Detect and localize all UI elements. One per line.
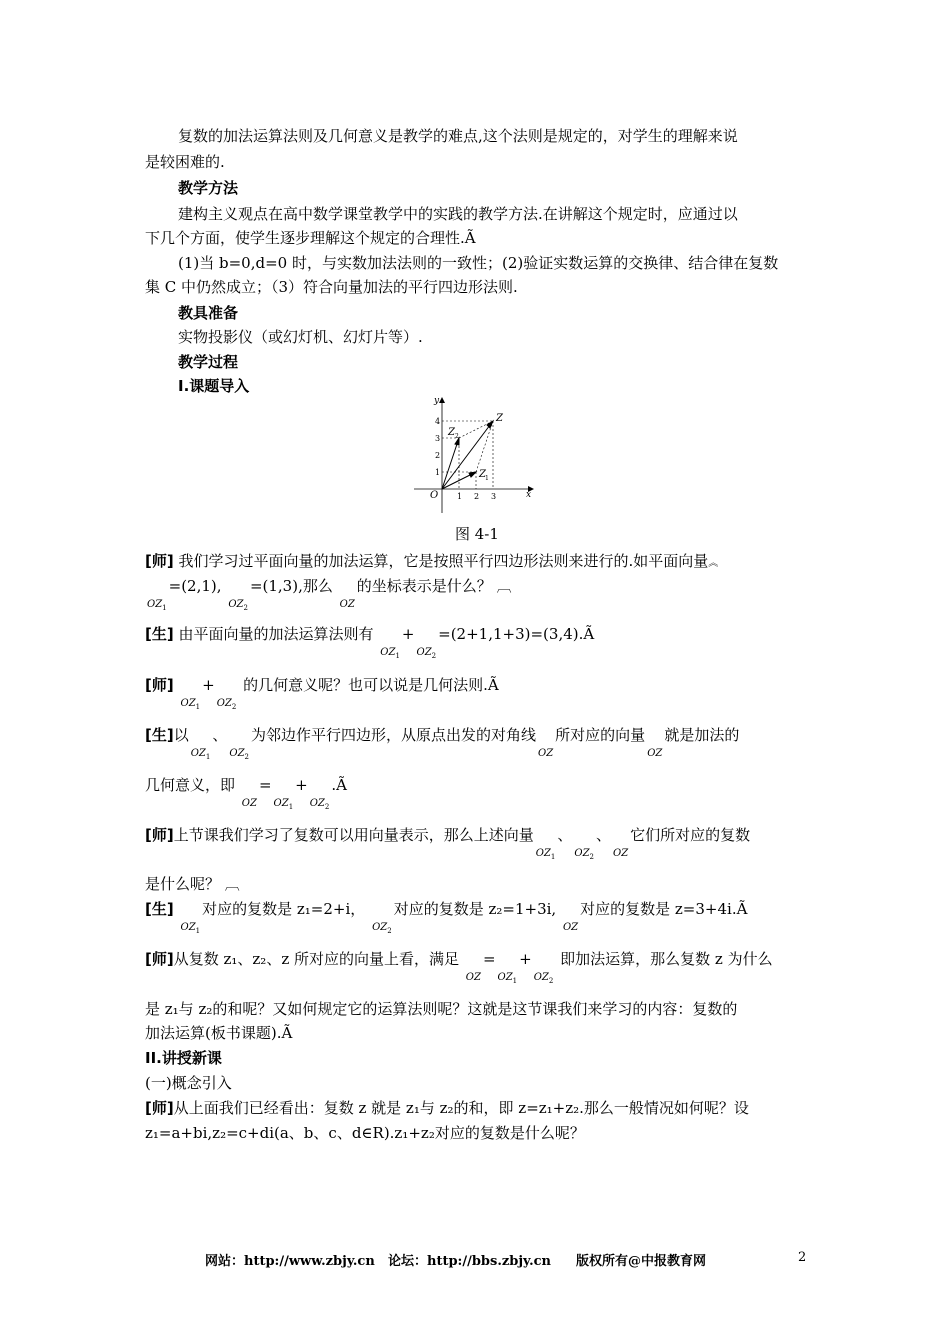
- origin-label: O: [430, 490, 439, 501]
- vector-diagram: [412, 395, 536, 515]
- figure-caption: 图 4-1: [455, 525, 499, 543]
- point-z1-label: Z: [479, 469, 486, 480]
- vector-oz-label: OZ: [339, 599, 355, 610]
- footer-site: 网站：http://www.zbjy.cn: [205, 1254, 375, 1269]
- vector-oz-head: [487, 421, 493, 428]
- teacher-tag: [师]: [145, 552, 174, 570]
- vector-oz1-head: [469, 472, 476, 477]
- dialog-student-3: [生] $OZ_1$对应的复数是 z₁=2+i， $OZ_2$对应的复数是 z₂=1+3i, OZ对应的复数是 z=3+4i.Ã: [145, 900, 748, 935]
- dialog-teacher-4: [师]从复数 z₁、z₂、z 所对应的向量上看，满足 OZ= $OZ_1+$ $OZ_2$ 即加法运算，那么复数 z 为什么: [145, 950, 773, 985]
- dialog-teacher-5-line2: z₁=a+bi,z₂=c+di(a、b、c、d∈R).z₁+z₂对应的复数是什么呢？: [145, 1124, 585, 1142]
- dialog-teacher-4-line3: 加法运算(板书课题).Ã: [145, 1024, 293, 1042]
- dialog-teacher-1: [师] 我们学习过平面向量的加法运算，它是按照平行四边形法则来进行的.如平面向量︽: [145, 552, 719, 570]
- para3-line2: 集 C 中仍然成立；（3）符合向量加法的平行四边形法则.: [145, 278, 518, 296]
- dialog-teacher-1-line2: $OZ_1=(2,1)$, $OZ_2=(1,3)$,那么 OZ的坐标表示是什么？ ︹: [147, 577, 512, 612]
- heading-method: 教学方法: [178, 179, 239, 197]
- concept-intro: (一)概念引入: [145, 1074, 232, 1092]
- tick-x-1: 1: [457, 492, 463, 501]
- dialog-student-2: [生]以 $OZ_1$、 $OZ_2$为邻边作平行四边形，从原点出发的对角线 OZ所对应的向量 OZ就是加法的: [145, 726, 740, 761]
- footer-forum: 论坛：http://bbs.zbjy.cn: [388, 1254, 552, 1269]
- dialog-teacher-2: [师] $OZ_1+$ $OZ_2$ 的几何意义呢？也可以说是几何法则.Ã: [145, 676, 499, 711]
- para2-line2: 下几个方面，使学生逐步理解这个规定的合理性.Ã: [145, 229, 476, 247]
- heading-process: 教学过程: [178, 353, 239, 371]
- page-number: 2: [798, 1250, 807, 1265]
- tools-text: 实物投影仪（或幻灯机、幻灯片等）.: [178, 328, 423, 346]
- para1-line1: 复数的加法运算法则及几何意义是教学的难点,这个法则是规定的，对学生的理解来说: [178, 127, 738, 145]
- dialog-teacher-3: [师]上节课我们学习了复数可以用向量表示，那么上述向量 $OZ_1$、 $OZ_2$、 OZ它们所对应的复数: [145, 826, 751, 861]
- vector-oz2-label: $OZ_2$: [228, 599, 248, 612]
- para3-line1: (1)当 b=0,d=0 时，与实数加法法则的一致性；(2)验证实数运算的交换律、结合律在复数: [178, 254, 779, 272]
- y-axis-arrow: [439, 397, 445, 403]
- dialog-teacher-3-line2: 是什么呢？ ︹: [145, 875, 240, 893]
- point-z2-label: Z: [448, 427, 455, 438]
- tick-y-2: 2: [435, 451, 441, 460]
- dialog-student-1: [生] 由平面向量的加法运算法则有 $OZ_1+$ $OZ_2=(2+1,1+3)=(3,4).Ã$: [145, 625, 595, 660]
- point-z2-sub: 2: [455, 433, 459, 440]
- figure-4-1: [412, 395, 536, 519]
- y-axis-label: y: [434, 396, 440, 406]
- point-z1-sub: 1: [485, 475, 489, 482]
- dialog-teacher-4-line2: 是 z₁与 z₂的和呢？又如何规定它的运算法则呢？这就是这节课我们来学习的内容：复数的: [145, 1000, 738, 1018]
- para1-line2: 是较困难的.: [145, 153, 225, 171]
- x-axis-label: x: [526, 490, 532, 500]
- footer-copyright: 版权所有@中报教育网: [576, 1254, 707, 1269]
- dialog-teacher-5: [师]从上面我们已经看出：复数 z 就是 z₁与 z₂的和，即 z=z₁+z₂.那么一般情况如何呢？设: [145, 1099, 749, 1117]
- point-z-label: Z: [496, 413, 503, 424]
- vector-oz1-label: $OZ_1$: [147, 599, 167, 612]
- heading-tools: 教具准备: [178, 304, 239, 322]
- tick-x-2: 2: [474, 492, 480, 501]
- tick-y-4: 4: [435, 417, 441, 426]
- para2-line1: 建构主义观点在高中数学课堂教学中的实践的教学方法.在讲解这个规定时，应通过以: [178, 205, 738, 223]
- heading-new-lesson: II.讲授新课: [145, 1049, 222, 1067]
- tick-y-1: 1: [435, 468, 441, 477]
- heading-intro: I.课题导入: [178, 377, 250, 395]
- tick-x-3: 3: [491, 492, 497, 501]
- dialog-student-2-line2: 几何意义，即 OZ= $OZ_1+$ $OZ_2.Ã$: [145, 776, 347, 811]
- tick-y-3: 3: [435, 434, 441, 443]
